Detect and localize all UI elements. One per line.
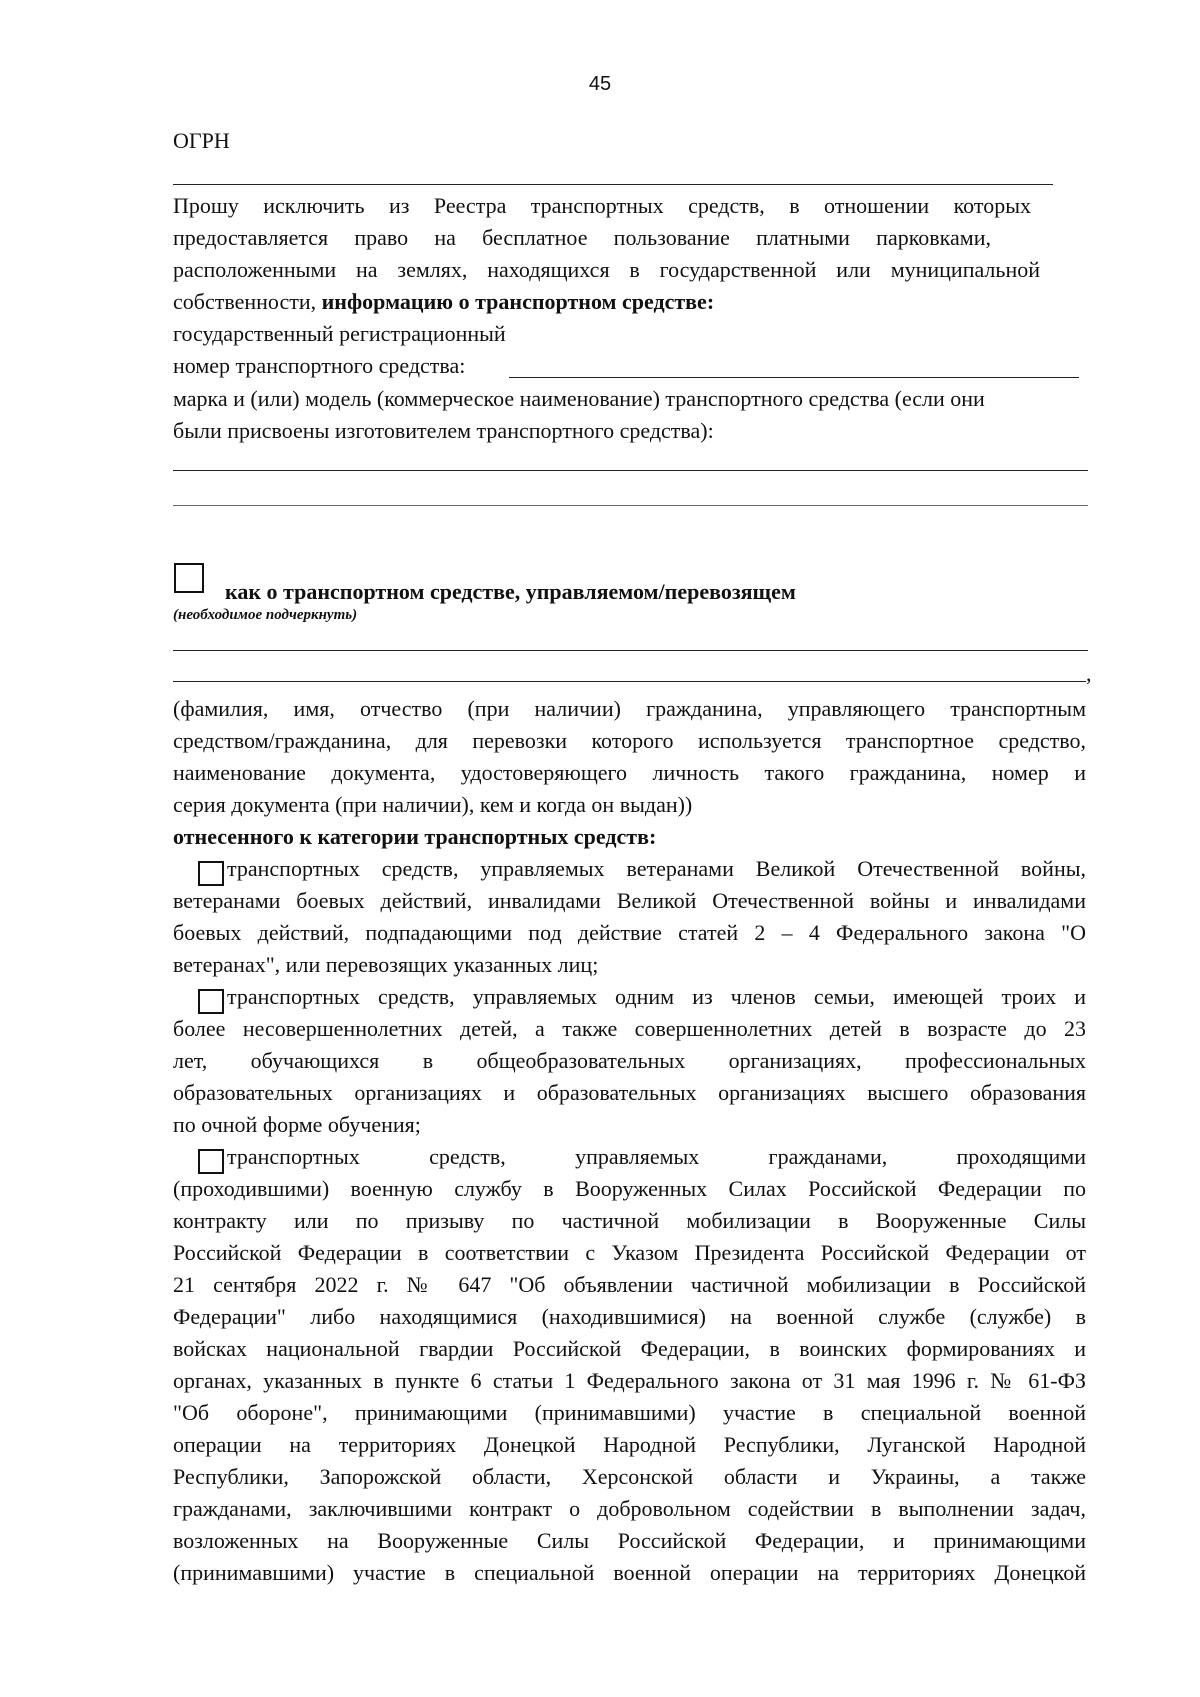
plate-number-field[interactable] [509,377,1079,378]
request-line: предоставляется право на бесплатное пользование платными парковками, [173,225,991,250]
request-line: Прошу исключить из Реестра транспортных средств, в отношении которых [173,193,1031,218]
category-2-text: лет, обучающихся в общеобразовательных организациях, профессиональных [173,1048,1086,1073]
option-heading: как о транспортном средстве, управляемом/перевозящем [225,579,796,604]
citizen-field-line[interactable] [173,681,1086,682]
model-field-line[interactable] [173,505,1088,506]
category-3-checkbox[interactable] [198,1149,224,1174]
category-2-text: транспортных средств, управляемых одним из членов семьи, имеющей троих и [227,984,1086,1009]
category-3-text: Российской Федерации в соответствии с Указом Президента Российской Федерации от [173,1240,1086,1265]
category-3-text: органах, указанных в пункте 6 статьи 1 Федерального закона от 31 мая 1996 г. № 61-ФЗ [173,1368,1086,1393]
citizen-description-line: серия документа (при наличии), кем и когда он выдан)) [173,792,693,817]
citizen-description-line: наименование документа, удостоверяющего личность такого гражданина, номер и [173,760,1086,785]
category-3-text: Республики, Запорожской области, Херсонской области и Украины, а также [173,1464,1086,1489]
model-label: марка и (или) модель (коммерческое наименование) транспортного средства (если они [173,386,985,411]
category-3-text: Федерации" либо находящимися (находившимися) на военной службе (службе) в [173,1304,1086,1329]
category-1-text: ветеранами боевых действий, инвалидами Великой Отечественной войны и инвалидами [173,888,1086,913]
category-3-text: (принимавшими) участие в специальной военной операции на территориях Донецкой [173,1560,1086,1585]
category-2-text: более несовершеннолетних детей, а также совершеннолетних детей в возрасте до 23 [173,1016,1086,1041]
category-3-text: контракту или по призыву по частичной мобилизации в Вооруженные Силы [173,1208,1086,1233]
category-1-text: боевых действий, подпадающими под действие статей 2 – 4 Федерального закона "О [173,920,1086,945]
citizen-field-line[interactable] [173,650,1088,651]
page-number: 45 [588,73,612,95]
category-3-text: (проходившими) военную службу в Вооруженных Силах Российской Федерации по [173,1176,1086,1201]
model-field-line[interactable] [173,470,1088,471]
request-line-last [173,291,714,313]
category-2-text: по очной форме обучения; [173,1112,421,1137]
plate-label: государственный регистрационный [173,321,506,346]
category-3-text: гражданами, заключившими контракт о добровольном содействии в выполнении задач, [173,1496,1086,1521]
category-1-text: ветеранах", или перевозящих указанных лиц; [173,952,599,977]
category-3-text: операции на территориях Донецкой Народной Республики, Луганской Народной [173,1432,1086,1457]
citizen-description-line: средством/гражданина, для перевозки которого используется транспортное средство, [173,728,1086,753]
category-3-text: 21 сентября 2022 г. № 647 "Об объявлении частичной мобилизации в Российской [173,1272,1086,1297]
citizen-description-line: (фамилия, имя, отчество (при наличии) гражданина, управляющего транспортным [173,696,1086,721]
category-2-checkbox[interactable] [198,989,224,1014]
category-2-text: образовательных организациях и образовательных организациях высшего образования [173,1080,1086,1105]
plate-label: номер транспортного средства: [173,353,466,378]
option-note: (необходимое подчеркнуть) [173,607,358,623]
option-checkbox[interactable] [174,563,204,593]
ogrn-field-line[interactable] [173,184,1053,185]
request-bold-text: информацию о транспортном средстве: [321,289,715,314]
category-3-text: транспортных средств, управляемых гражданами, проходящими [227,1144,1086,1169]
citizen-comma: , [1086,661,1092,686]
category-heading: отнесенного к категории транспортных средств: [173,824,657,849]
category-1-checkbox[interactable] [198,861,224,886]
category-1-text: транспортных средств, управляемых ветеранами Великой Отечественной войны, [227,856,1086,881]
category-3-text: войсках национальной гвардии Российской Федерации, в воинских формированиях и [173,1336,1086,1361]
ogrn-label: ОГРН [173,128,230,153]
request-line: расположенными на землях, находящихся в государственной или муниципальной [173,257,1040,282]
model-label: были присвоены изготовителем транспортного средства): [173,418,714,443]
category-3-text: возложенных на Вооруженные Силы Российской Федерации, и принимающими [173,1528,1086,1553]
request-text: собственности, [173,289,322,314]
category-3-text: "Об обороне", принимающими (принимавшими) участие в специальной военной [173,1400,1086,1425]
